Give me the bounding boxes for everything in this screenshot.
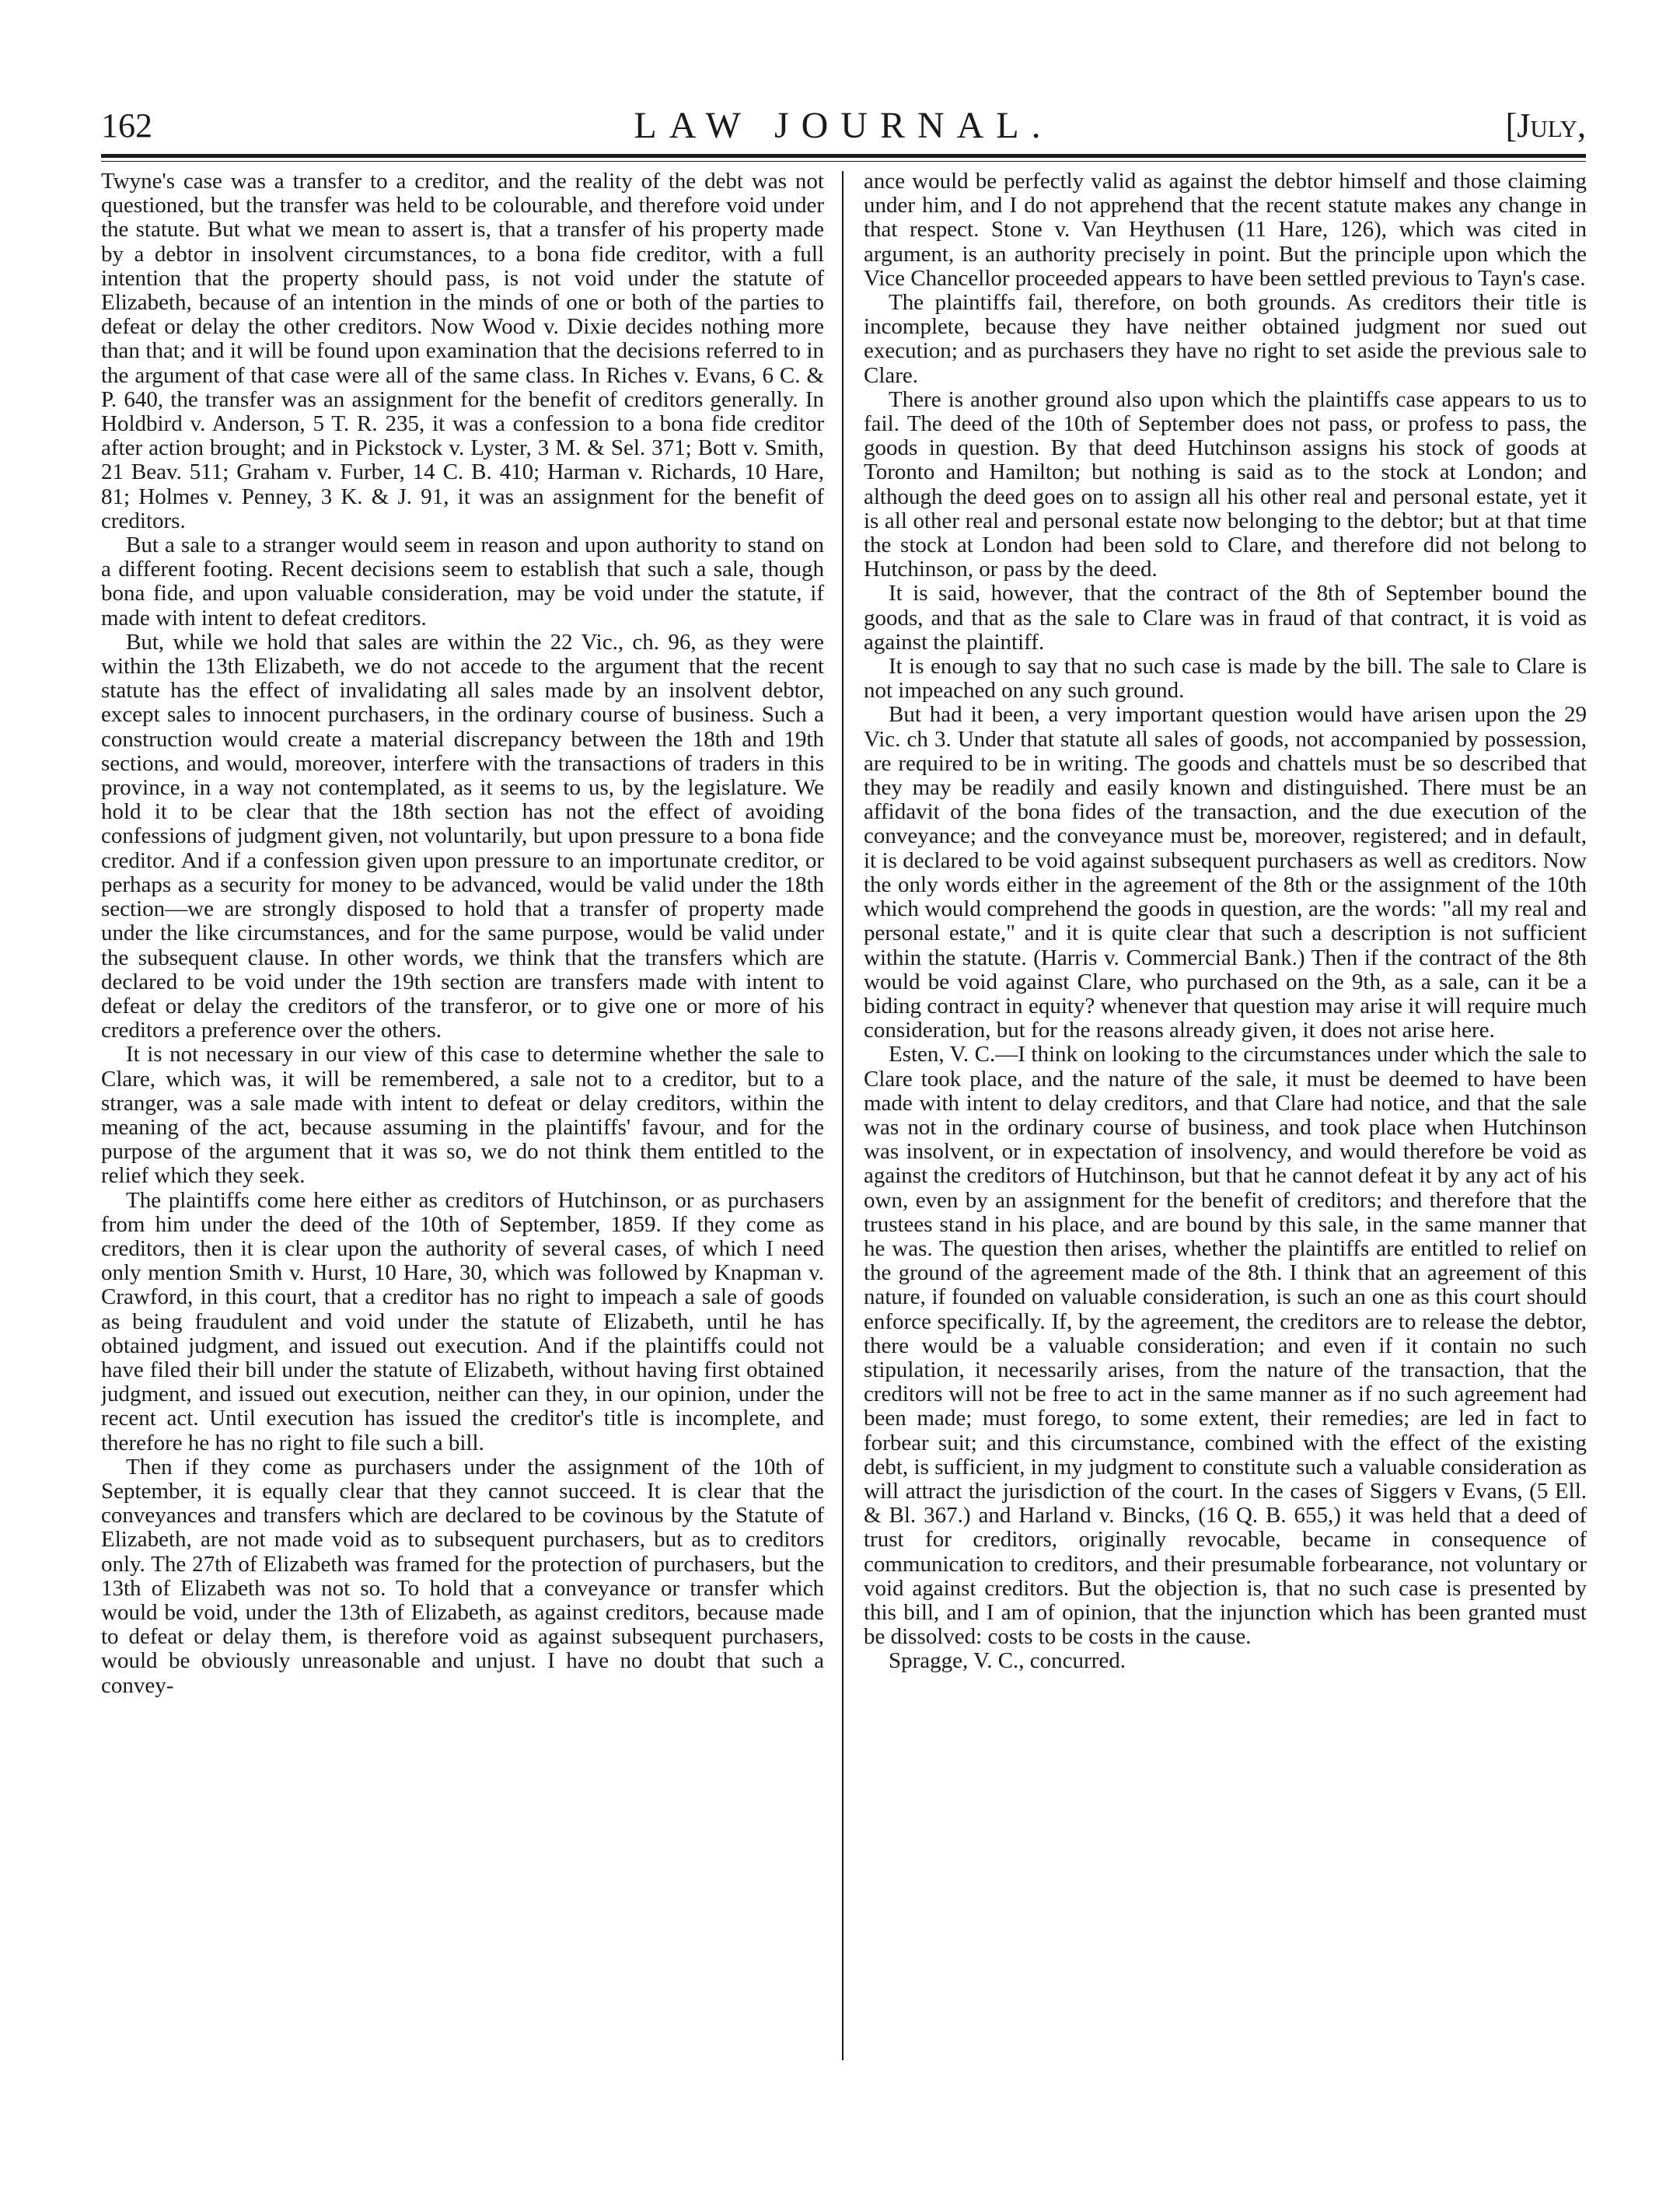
paragraph: It is said, however, that the contract of the 8th of September bound the goods, and that as the sale to Clare was in fraud of that contract, it is void as against the plaintiff. <box>864 581 1587 655</box>
paragraph: There is another ground also upon which the plaintiffs case appears to us to fail. The deed of the 10th of September does not pass, or profess to pass, the goods in question. By that deed Hutchinson assigns his stock of goods at Toronto and Hamilton; but nothing is said as to the stock at London; and although the deed goes on to assign all his other real and personal estate, yet it is all other real and personal estate now belonging to the debtor; but at that time the stock at London had been sold to Clare, and therefore did not belong to Hutchinson, or pass by the deed. <box>864 386 1587 582</box>
paragraph: It is not necessary in our view of this case to determine whether the sale to Clare, which was, it will be remembered, a sale not to a creditor, but to a stranger, was a sale made with intent to defeat or delay creditors, within the meaning of the act, because assuming in the plaintiffs' favour, and for the purpose of the argument that it was so, we do not think them entitled to the relief which they seek. <box>101 1042 824 1189</box>
header-rule-thick <box>101 154 1586 158</box>
paragraph: Esten, V. C.—I think on looking to the circumstances under which the sale to Clare took place, and the nature of the sale, it must be deemed to have been made with intent to delay creditors, and that Clare had notice, and that the sale was not in the ordinary course of business, and took place when Hutchinson was insolvent, or in expectation of insolvency, and would therefore be void as against the creditors of Hutchinson, but that he cannot defeat it by any act of his own, even by an assignment for the benefit of creditors; and therefore that the trustees stand in his place, and are bound by this sale, in the same manner that he was. The question then arises, whether the plaintiffs are entitled to relief on the ground of the agreement made of the 8th. I think that an agreement of this nature, if founded on valuable consideration, is such an one as this court should enforce specifically. If, by the agreement, the creditors are to release the debtor, there would be a valuable consideration; and even if it contain no such stipulation, it necessarily arises, from the nature of the transaction, that the creditors will not be free to act in the same manner as if no such agreement had been made; must forego, to some extent, their remedies; are led in fact to forbear suit; and this circumstance, combined with the effect of the existing debt, is sufficient, in my judgment to constitute such a valuable consideration as will attract the jurisdiction of the court. In the cases of Siggers v Evans, (5 Ell. & Bl. 367.) and Harland v. Bincks, (16 Q. B. 655,) it was held that a deed of trust for creditors, originally revocable, became in consequence of communication to creditors, and their presumable forbearance, not voluntary or void against creditors. But the objection is, that no such case is presented by this bill, and I am of opinion, that the injunction which has been granted must be dissolved: costs to be costs in the cause. <box>864 1042 1587 1650</box>
paragraph: But had it been, a very important question would have arisen upon the 29 Vic. ch 3. Under that statute all sales of goods, not accompanied by possession, are required to be in writing. The goods and chattels must be so described that they may be readily and easily known and distinguished. There must be an affidavit of the bona fides of the transaction, and the due execution of the conveyance; and the conveyance must be, moreover, registered; and in default, it is declared to be void against subsequent purchasers as well as creditors. Now the only words either in the agreement of the 8th or the assignment of the 10th which would comprehend the goods in question, are the words: "all my real and personal estate," and it is quite clear that such a description is not sufficient within the statute. (Harris v. Commercial Bank.) Then if the contract of the 8th would be void against Clare, who purchased on the 9th, as a sale, can it be a biding contract in equity? whenever that question may arise it will require much consideration, but for the reasons already given, it does not arise here. <box>864 702 1587 1043</box>
paragraph: ance would be perfectly valid as against the debtor himself and those claiming under him, and I do not apprehend that the recent statute makes any change in that respect. Stone v. Van Heythusen (11 Hare, 126), which was cited in argument, is an authority precisely in point. But the principle upon which the Vice Chancellor proceeded appears to have been settled previous to Tayn's case. <box>864 169 1587 291</box>
column-divider <box>842 171 843 2060</box>
left-column <box>101 169 824 2098</box>
header-month: [July, <box>1505 107 1586 145</box>
paragraph: The plaintiffs fail, therefore, on both grounds. As creditors their title is incomplete, because they have neither obtained judgment nor sued out execution; and as purchasers they have no right to set aside the previous sale to Clare. <box>864 290 1587 388</box>
header-rule-thin <box>101 161 1586 162</box>
paragraph: Then if they come as purchasers under the assignment of the 10th of September, it is equally clear that they cannot succeed. It is clear that the conveyances and transfers which are declared to be covinous by the Statute of Elizabeth, are not made void as to subsequent purchasers, but as to creditors only. The 27th of Elizabeth was framed for the protection of purchasers, but the 13th of Elizabeth was not so. To hold that a conveyance or transfer which would be void, under the 13th of Elizabeth, as against creditors, because made to defeat or delay them, is therefore void as against subsequent purchasers, would be obviously unreasonable and unjust. I have no doubt that such a convey- <box>101 1454 824 1698</box>
paragraph: But, while we hold that sales are within the 22 Vic., ch. 96, as they were within the 13th Elizabeth, we do not accede to the argument that the recent statute has the effect of invalidating all sales made by an insolvent debtor, except sales to innocent purchasers, in the ordinary course of business. Such a construction would create a material discrepancy between the 18th and 19th sections, and would, moreover, interfere with the transactions of traders in this province, in a way not contemplated, as it seems to us, by the legislature. We hold it to be clear that the 18th section has not the effect of avoiding confessions of judgment given, not voluntarily, but upon pressure to a bona fide creditor. And if a confession given upon pressure to an importunate creditor, or perhaps as a security for money to be advanced, would be valid under the 18th section—we are strongly disposed to hold that a transfer of property made under the like circumstances, and for the same purpose, would be valid under the subsequent clause. In other words, we think that the transfers which are declared to be void under the 19th section are transfers made with intent to defeat or delay the creditors of the transferor, or to give one or more of his creditors a preference over the others. <box>101 629 824 1043</box>
page-header <box>101 100 1586 154</box>
paragraph: But a sale to a stranger would seem in reason and upon authority to stand on a different footing. Recent decisions seem to establish that such a sale, though bona fide, and upon valuable consideration, may be void under the statute, if made with intent to defeat creditors. <box>101 533 824 631</box>
paragraph: The plaintiffs come here either as creditors of Hutchinson, or as purchasers from him under the deed of the 10th of September, 1859. If they come as creditors, then it is clear upon the authority of several cases, of which I need only mention Smith v. Hurst, 10 Hare, 30, which was followed by Knapman v. Crawford, in this court, that a creditor has no right to impeach a sale of goods as being fraudulent and void under the statute of Elizabeth, until he has obtained judgment, and issued out execution. And if the plaintiffs could not have filed their bill under the statute of Elizabeth, without having first obtained judgment, and issued out execution, neither can they, in our opinion, under the recent act. Until execution has issued the creditor's title is incomplete, and therefore he has no right to file such a bill. <box>101 1187 824 1455</box>
paragraph: It is enough to say that no such case is made by the bill. The sale to Clare is not impeached on any such ground. <box>864 654 1587 704</box>
paragraph: Twyne's case was a transfer to a creditor, and the reality of the debt was not questioned, but the transfer was held to be colourable, and therefore void under the statute. But what we mean to assert is, that a transfer of his property made by a debtor in insolvent circumstances, to a bona fide creditor, with a full intention that the property should pass, is not void under the statute of Elizabeth, because of an intention in the minds of one or both of the parties to defeat or delay the other creditors. Now Wood v. Dixie decides nothing more than that; and it will be found upon examination that the decisions referred to in the argument of that case were all of the same class. In Riches v. Evans, 6 C. & P. 640, the transfer was an assignment for the benefit of creditors generally. In Holdbird v. Anderson, 5 T. R. 235, it was a confession to a bona fide creditor after action brought; and in Pickstock v. Lyster, 3 M. & Sel. 371; Bott v. Smith, 21 Beav. 511; Graham v. Furber, 14 C. B. 410; Harman v. Richards, 10 Hare, 81; Holmes v. Penney, 3 K. & J. 91, it was an assignment for the benefit of creditors. <box>101 169 824 533</box>
journal-title: LAW JOURNAL. <box>634 105 1053 146</box>
paragraph: Spragge, V. C., concurred. <box>889 1648 1126 1674</box>
right-column <box>864 169 1587 2098</box>
page-number: 162 <box>101 107 152 145</box>
